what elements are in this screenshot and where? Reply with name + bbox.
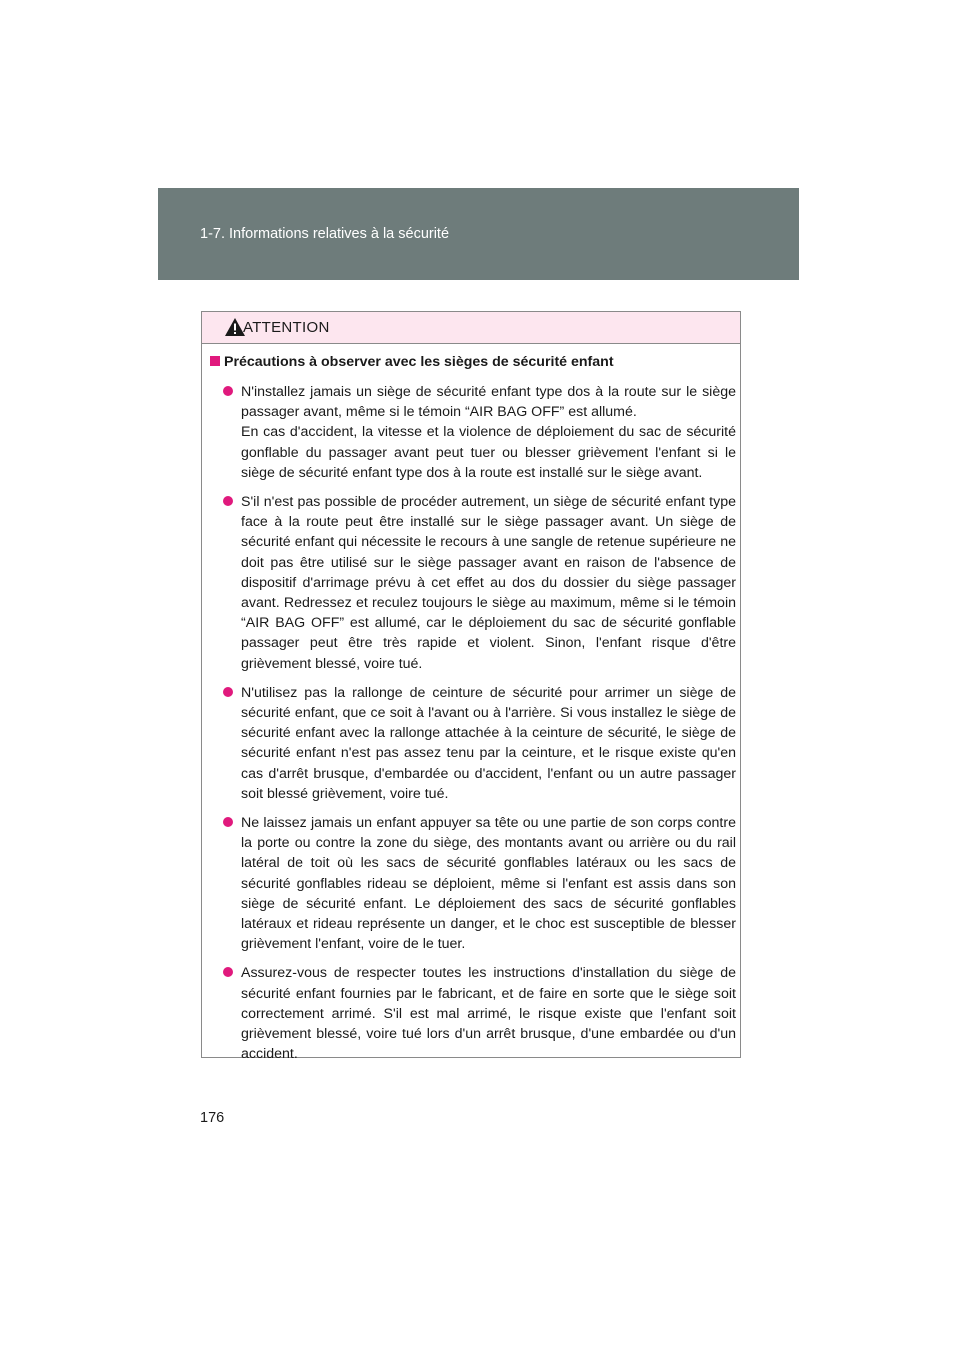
bullet-dot-icon	[223, 687, 233, 697]
list-item	[222, 963, 736, 1064]
list-item	[222, 492, 736, 674]
bullet-dot-icon	[223, 386, 233, 396]
bullet-dot-icon	[223, 817, 233, 827]
list-item-text: Assurez-vous de respecter toutes les instructions d'installation du siège de sécurité enfant fournies par le fabricant, et de faire en sorte que le siège soit correctement arrimé. S'il est mal arrimé, le risque existe que l'enfant soit grièvement blessé, voire tué lors d'un arrêt brusque, d'une embardée ou d'un accident.	[241, 965, 736, 1063]
warning-box-header	[202, 312, 740, 344]
section-title: 1-7. Informations relatives à la sécurité	[200, 226, 450, 242]
warning-box	[201, 311, 741, 1063]
list-item-text: N'utilisez pas la rallonge de ceinture de sécurité pour arrimer un siège de sécurité enfant, que ce soit à l'avant ou à l'arrière. Si vous installez le siège de sécurité enfant avec la rallonge attachée à la ceinture de sécurité, le siège de sécurité enfant n'est pas assez tenu par la ceinture, et le risque existe qu'en cas d'arrêt brusque, d'embardée ou d'accident, l'enfant ou un autre passager soit blessé grièvement, voire tué.	[241, 684, 736, 802]
bullet-dot-icon	[223, 496, 233, 506]
list-item-text: Ne laissez jamais un enfant appuyer sa tête ou une partie de son corps contre la porte ou contre la zone du siège, des montants avant ou arrière ou du rail latéral de toit où les sacs de sécurité gonflables latéraux ou les sacs de sécurité gonflables rideau se déploient, même si l'enfant est assis dans son siège de sécurité enfant. Le déploiement des sacs de sécurité gonflables latéraux et rideau représente un danger, et le choc est susceptible de blesser grièvement l'enfant, voire de le tuer.	[241, 815, 736, 953]
warning-title-text: Précautions à observer avec les sièges de sécurité enfant	[224, 354, 614, 370]
bullet-dot-icon	[223, 967, 233, 977]
page-number: 176	[200, 1110, 225, 1126]
list-item-text: N'installez jamais un siège de sécurité enfant type dos à la route sur le siège passager avant, même si le témoin “AIR BAG OFF” est allumé. En cas d'accident, la vitesse et la violence de déploiement du sac de sécurité gonflable du passager avant peut tuer ou blesser grièvement l'enfant si le siège de sécurité enfant type dos à la route est installé sur le siège avant.	[241, 384, 736, 481]
list-item	[222, 813, 736, 954]
warning-title	[210, 354, 614, 370]
section-header-band	[158, 188, 799, 280]
warning-list	[222, 382, 736, 1074]
list-item	[222, 683, 736, 804]
square-bullet-icon	[210, 356, 220, 366]
warning-label: ATTENTION	[243, 319, 330, 336]
list-item	[222, 382, 736, 483]
list-item-text: S'il n'est pas possible de procéder autrement, un siège de sécurité enfant type face à la route peut être installé sur le siège passager avant. Un siège de sécurité enfant qui nécessite le recours à une sangle de retenue supérieure ne doit pas être utilisé sur le siège passager avant en raison de l'absence de dispositif d'arrimage prévu à cet effet au dos du dossier du siège passager avant. Redressez et reculez toujours le siège au maximum, même si le témoin “AIR BAG OFF” est allumé, car le déploiement du sac de sécurité gonflable passager peut être très rapide et violent. Sinon, l'enfant risque d'être grièvement blessé, voire tué.	[241, 494, 736, 672]
